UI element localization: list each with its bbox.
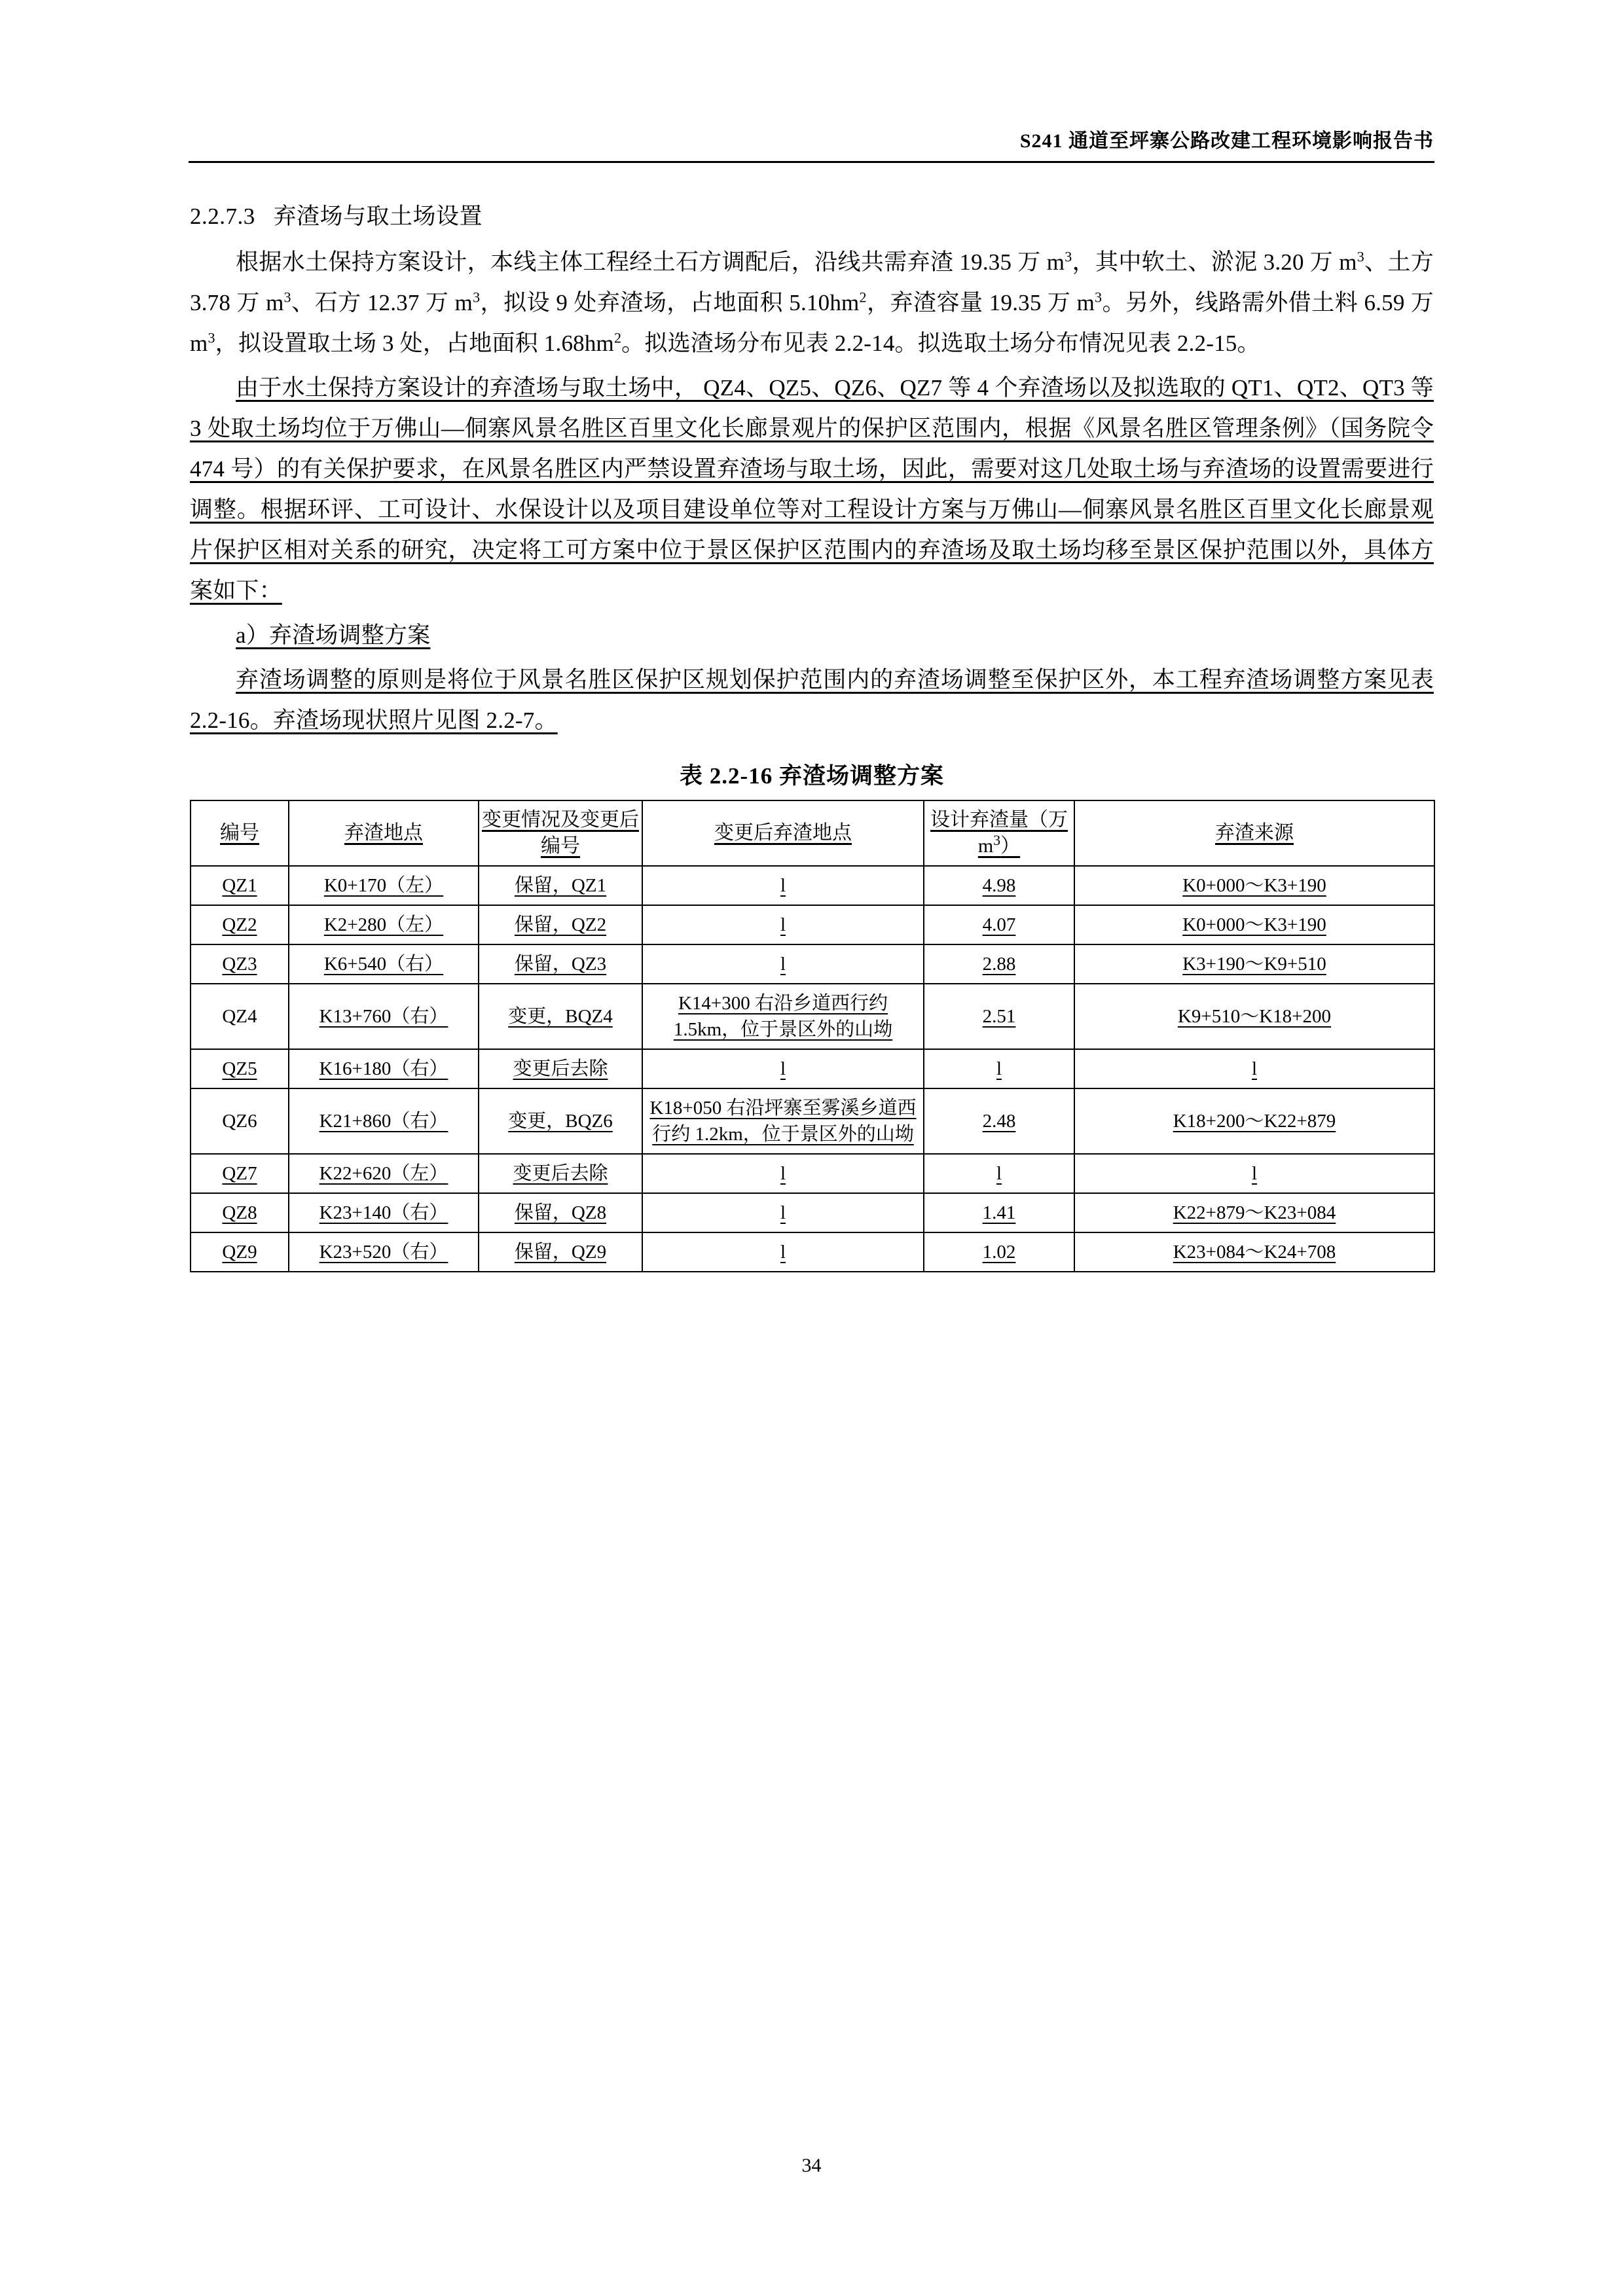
cell-site: K23+520（右） <box>289 1232 479 1272</box>
cell-change: 变更，BQZ6 <box>479 1088 642 1154</box>
p1-sup-h: 2 <box>613 329 622 346</box>
cell-id: QZ7 <box>191 1154 289 1193</box>
p1-sup-a: 3 <box>1065 248 1072 265</box>
p1-sup-c: 3 <box>283 289 291 306</box>
header-id <box>191 800 289 866</box>
cell-id: QZ2 <box>191 905 289 944</box>
cell-source: K0+000～K3+190 <box>1074 866 1434 905</box>
cell-source: K0+000～K3+190 <box>1074 905 1434 944</box>
cell-source: K9+510～K18+200 <box>1074 984 1434 1049</box>
p1-sup-f: 3 <box>1095 289 1103 306</box>
p1-seg-h: ，拟设置取土场 3 处，占地面积 1.68hm <box>215 331 614 356</box>
cell-newsite: l <box>642 905 924 944</box>
cell-id: QZ8 <box>191 1193 289 1232</box>
cell-volume: l <box>924 1154 1074 1193</box>
cell-change: 保留，QZ1 <box>479 866 642 905</box>
cell-volume: 2.51 <box>924 984 1074 1049</box>
p1-sup-d: 3 <box>473 289 481 306</box>
cell-volume: l <box>924 1049 1074 1088</box>
cell-id: QZ4 <box>191 984 289 1049</box>
cell-change: 变更，BQZ4 <box>479 984 642 1049</box>
cell-change: 保留，QZ3 <box>479 944 642 984</box>
cell-volume: 2.48 <box>924 1088 1074 1154</box>
p1-seg-f: ，弃渣容量 19.35 万 m <box>866 290 1095 315</box>
page-header: S241 通道至坪寨公路改建工程环境影响报告书 <box>1019 130 1434 152</box>
cell-volume: 4.98 <box>924 866 1074 905</box>
p1-sup-g: 3 <box>208 329 215 346</box>
p1-seg-c: 、土方 3.78 万 m <box>190 249 1434 315</box>
cell-newsite: l <box>642 1232 924 1272</box>
cell-site: K2+280（左） <box>289 905 479 944</box>
header-change <box>479 800 642 866</box>
cell-volume: 2.88 <box>924 944 1074 984</box>
header-id-label: 编号 <box>220 822 259 844</box>
slag-yard-adjustment-table <box>190 800 1435 1272</box>
cell-source: K18+200～K22+879 <box>1074 1088 1434 1154</box>
section-number: 2.2.7.3 <box>190 204 255 229</box>
cell-site: K16+180（右） <box>289 1049 479 1088</box>
cell-source: K3+190～K9+510 <box>1074 944 1434 984</box>
table-row <box>191 1154 1434 1193</box>
cell-id: QZ3 <box>191 944 289 984</box>
cell-newsite: l <box>642 1154 924 1193</box>
header-source <box>1074 800 1434 866</box>
cell-change: 变更后去除 <box>479 1154 642 1193</box>
table-row <box>191 1232 1434 1272</box>
cell-site: K0+170（左） <box>289 866 479 905</box>
p1-seg-a: 根据水土保持方案设计，本线主体工程经土石方调配后，沿线共需弃渣 19.35 万 m <box>236 249 1065 275</box>
header-volume-label: 设计弃渣量（万 m <box>930 809 1068 857</box>
cell-change: 保留，QZ9 <box>479 1232 642 1272</box>
cell-volume: 4.07 <box>924 905 1074 944</box>
table-row <box>191 1049 1434 1088</box>
p1-sup-b: 3 <box>1357 248 1364 265</box>
header-volume-sup: 3 <box>993 832 1001 848</box>
paragraph-1 <box>190 242 1434 364</box>
header-site <box>289 800 479 866</box>
header-source-label: 弃渣来源 <box>1215 822 1294 844</box>
header-volume <box>924 800 1074 866</box>
cell-source: l <box>1074 1049 1434 1088</box>
cell-newsite: K14+300 右沿乡道西行约 1.5km，位于景区外的山坳 <box>642 984 924 1049</box>
cell-site: K21+860（右） <box>289 1088 479 1154</box>
p1-seg-d: 、石方 12.37 万 m <box>291 290 473 315</box>
cell-newsite: l <box>642 1193 924 1232</box>
p1-seg-g: 。另外，线路需外借土料 6.59 万 m <box>190 290 1434 356</box>
header-volume-tail: ） <box>1000 835 1021 857</box>
paragraph-2: 由于水土保持方案设计的弃渣场与取土场中， QZ4、QZ5、QZ6、QZ7 等 4 个弃渣场以及拟选取的 QT1、QT2、QT3 等 3 处取土场均位于万佛山—侗寨风景名胜区百里文化长廊景观片的保护区范围内，根据《风景名胜区管理条例》（国务院令 474 号）的有关保护要求，在风景名胜区内严禁设置弃渣场与取土场，因此，需要对这几处取土场与弃渣场的设置需要进行调整。根据环评、工可设计、水保设计以及项目建设单位等对工程设计方案与万佛山—侗寨风景名胜区百里文化长廊景观片保护区相对关系的研究，决定将工可方案中位于景区保护区范围内的弃渣场及取土场均移至景区保护范围以外，具体方案如下： <box>190 375 1434 603</box>
cell-id: QZ5 <box>191 1049 289 1088</box>
cell-volume: 1.02 <box>924 1232 1074 1272</box>
cell-newsite: K18+050 右沿坪寨至雾溪乡道西行约 1.2km，位于景区外的山坳 <box>642 1088 924 1154</box>
cell-newsite: l <box>642 944 924 984</box>
cell-change: 保留，QZ2 <box>479 905 642 944</box>
cell-newsite: l <box>642 866 924 905</box>
cell-change: 保留，QZ8 <box>479 1193 642 1232</box>
header-newsite-label: 变更后弃渣地点 <box>714 822 852 844</box>
page-number: 34 <box>801 2155 822 2176</box>
section-heading <box>190 203 1434 230</box>
cell-site: K6+540（右） <box>289 944 479 984</box>
table-row <box>191 1193 1434 1232</box>
header-change-label: 变更情况及变更后编号 <box>482 809 639 857</box>
cell-id: QZ1 <box>191 866 289 905</box>
paragraph-3: a）弃渣场调整方案 <box>236 622 431 648</box>
p1-seg-e: ，拟设 9 处弃渣场，占地面积 5.10hm <box>480 290 860 315</box>
p1-seg-i: 。拟选渣场分布见表 2.2-14。拟选取土场分布情况见表 2.2-15。 <box>621 331 1260 356</box>
cell-id: QZ9 <box>191 1232 289 1272</box>
paragraph-4: 弃渣场调整的原则是将位于风景名胜区保护区规划保护范围内的弃渣场调整至保护区外，本工程弃渣场调整方案见表 2.2-16。弃渣场现状照片见图 2.2-7。 <box>190 667 1434 733</box>
cell-source: l <box>1074 1154 1434 1193</box>
header-newsite <box>642 800 924 866</box>
cell-id: QZ6 <box>191 1088 289 1154</box>
header-site-label: 弃渣地点 <box>344 822 423 844</box>
page-content <box>190 203 1434 1272</box>
p1-sup-e: 2 <box>859 289 867 306</box>
cell-volume: 1.41 <box>924 1193 1074 1232</box>
cell-site: K22+620（左） <box>289 1154 479 1193</box>
cell-source: K22+879～K23+084 <box>1074 1193 1434 1232</box>
table-header-row <box>191 800 1434 866</box>
table-row <box>191 905 1434 944</box>
cell-change: 变更后去除 <box>479 1049 642 1088</box>
table-caption: 表 2.2-16 弃渣场调整方案 <box>680 763 944 789</box>
header-divider <box>189 161 1434 163</box>
cell-newsite: l <box>642 1049 924 1088</box>
table-row <box>191 944 1434 984</box>
cell-site: K13+760（右） <box>289 984 479 1049</box>
table-row <box>191 1088 1434 1154</box>
cell-source: K23+084～K24+708 <box>1074 1232 1434 1272</box>
section-title: 弃渣场与取土场设置 <box>273 204 483 229</box>
p1-seg-b: ，其中软土、淤泥 3.20 万 m <box>1072 249 1357 275</box>
table-row <box>191 866 1434 905</box>
cell-site: K23+140（右） <box>289 1193 479 1232</box>
table-row <box>191 984 1434 1049</box>
